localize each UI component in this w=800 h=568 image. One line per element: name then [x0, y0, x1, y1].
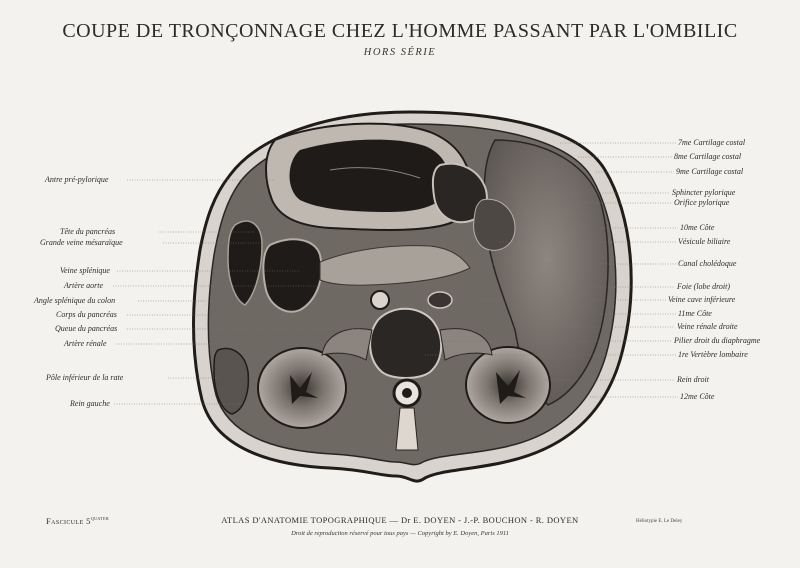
label-pole-inferieur-rate: Pôle inférieur de la rate	[46, 373, 124, 382]
spinous-process	[396, 408, 418, 450]
label-vesicule-biliaire: Vésicule biliaire	[678, 237, 731, 246]
label-8me-cartilage-costal: 8me Cartilage costal	[674, 152, 742, 161]
stomach-lumen	[290, 140, 450, 212]
label-orifice-pylorique: Orifice pylorique	[674, 198, 730, 207]
inferior-vena-cava	[428, 292, 452, 308]
label-veine-cave-inferieure: Veine cave inférieure	[668, 295, 736, 304]
label-rein-droit: Rein droit	[677, 375, 709, 384]
label-canal-choledoque: Canal cholédoque	[678, 259, 737, 268]
printer-imprint: Héliotypie E. Le Deley	[636, 519, 683, 524]
label-sphincter-pylorique: Sphincter pylorique	[672, 188, 736, 197]
label-11me-cote: 11me Côte	[678, 309, 712, 318]
vertebra	[370, 309, 441, 378]
label-queue-pancreas: Queue du pancréas	[55, 324, 118, 333]
label-9me-cartilage-costal: 9me Cartilage costal	[676, 167, 744, 176]
label-10me-cote: 10me Côte	[680, 223, 715, 232]
aorta	[371, 291, 389, 309]
label-veine-splenique: Veine splénique	[60, 266, 110, 275]
plate-title: COUPE DE TRONÇONNAGE CHEZ L'HOMME PASSANT PAR L'OMBILIC	[62, 20, 738, 42]
label-1re-vertebre-lombaire: 1re Vertèbre lombaire	[678, 350, 748, 359]
label-angle-splenique-colon: Angle splénique du colon	[34, 296, 116, 305]
label-grande-veine-mesaraique: Grande veine mésaraïque	[40, 238, 123, 247]
label-antre-pre-pylorique: Antre pré-pylorique	[45, 175, 109, 184]
label-7me-cartilage-costal: 7me Cartilage costal	[678, 138, 746, 147]
label-pilier-droit-diaphragme: Pilier droit du diaphragme	[674, 336, 761, 345]
label-tete-pancreas: Tête du pancréas	[60, 227, 116, 236]
plate-subtitle: HORS SÉRIE	[363, 47, 437, 58]
atlas-credit-line: ATLAS D'ANATOMIE TOPOGRAPHIQUE — Dr E. DOYEN - J.-P. BOUCHON - R. DOYEN	[221, 515, 579, 525]
right-kidney	[466, 347, 550, 423]
fascicule-number: Fascicule $5^{quater}$	[46, 516, 110, 526]
copyright-line: Droit de reproduction réservé pour tous pays — Copyright by E. Doyen, Paris 1911	[291, 530, 509, 537]
label-veine-renale-droite: Veine rénale droite	[677, 322, 738, 331]
label-artere-renale: Artère rénale	[64, 339, 107, 348]
label-artere-aorte: Artère aorte	[64, 281, 104, 290]
label-12me-cote: 12me Côte	[680, 392, 715, 401]
label-rein-gauche: Rein gauche	[70, 399, 110, 408]
label-corps-pancreas: Corps du pancréas	[56, 310, 117, 319]
label-foie-lobe-droit: Foie (lobe droit)	[677, 282, 731, 291]
